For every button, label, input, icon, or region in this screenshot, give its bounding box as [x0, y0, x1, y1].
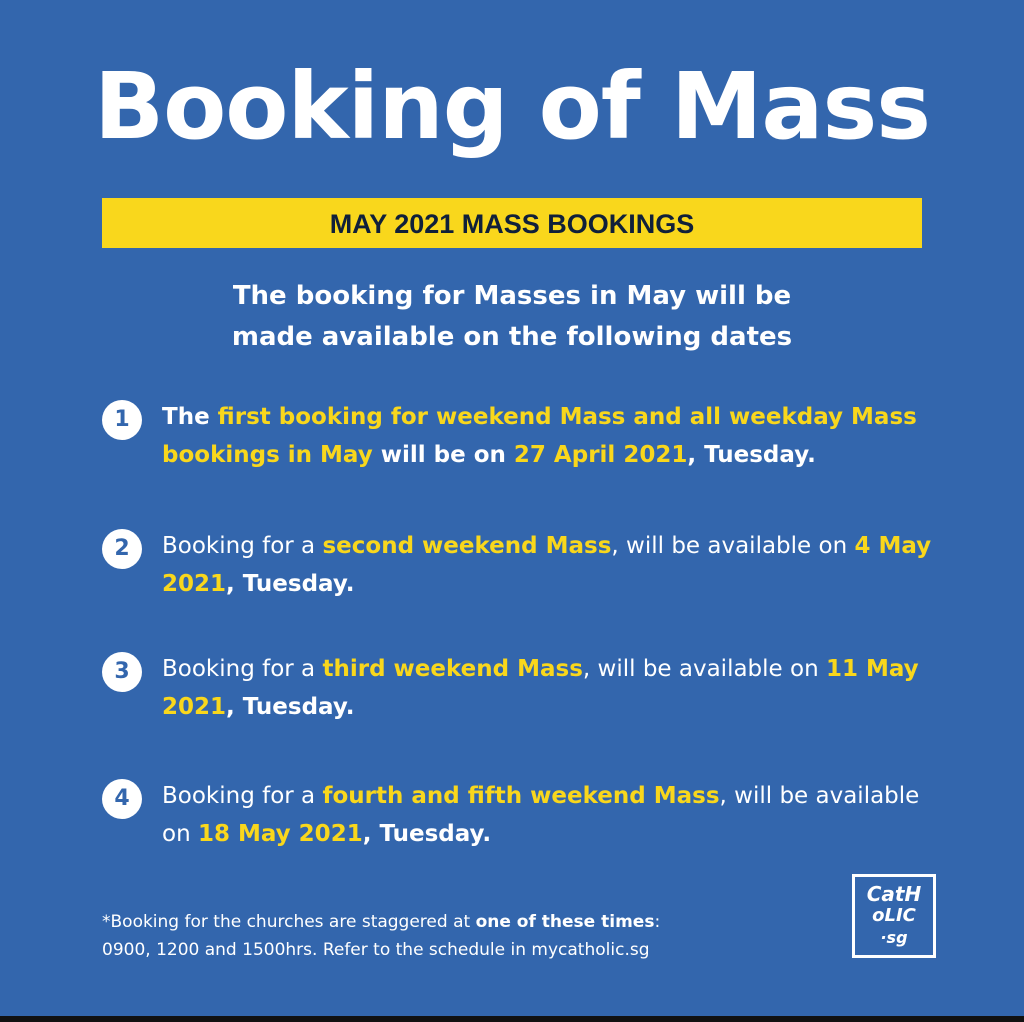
- item-text: Booking for a second weekend Mass, will be available on 4 May 2021, Tuesday.: [162, 533, 932, 597]
- intro-line-2: made available on the following dates: [231, 322, 793, 352]
- page-title: Booking of Mass: [93, 53, 931, 160]
- intro-text: [112, 276, 912, 358]
- month-banner: MAY 2021 MASS BOOKINGS: [102, 198, 922, 248]
- number-badge: 4: [102, 779, 142, 819]
- footnote-line-2: 0900, 1200 and 1500hrs. Refer to the schedule in mycatholic.sg: [102, 940, 650, 960]
- item-text: The first booking for weekend Mass and all weekday Mass bookings in May will be on 27 April 2021, Tuesday.: [162, 404, 917, 468]
- item-text: Booking for a fourth and fifth weekend Mass, will be available on 18 May 2021, Tuesday.: [162, 783, 920, 847]
- number-badge: 2: [102, 529, 142, 569]
- catholic-sg-logo: CatH oLIC ·sg: [852, 874, 936, 958]
- number-badge: 3: [102, 652, 142, 692]
- bottom-divider: [0, 1016, 1024, 1022]
- intro-line-1: The booking for Masses in May will be: [232, 281, 792, 311]
- footnote: [102, 908, 822, 964]
- number-badge: 1: [102, 400, 142, 440]
- footnote-line-1: *Booking for the churches are staggered at one of these times:: [102, 912, 661, 932]
- item-text: Booking for a third weekend Mass, will be available on 11 May 2021, Tuesday.: [162, 656, 919, 720]
